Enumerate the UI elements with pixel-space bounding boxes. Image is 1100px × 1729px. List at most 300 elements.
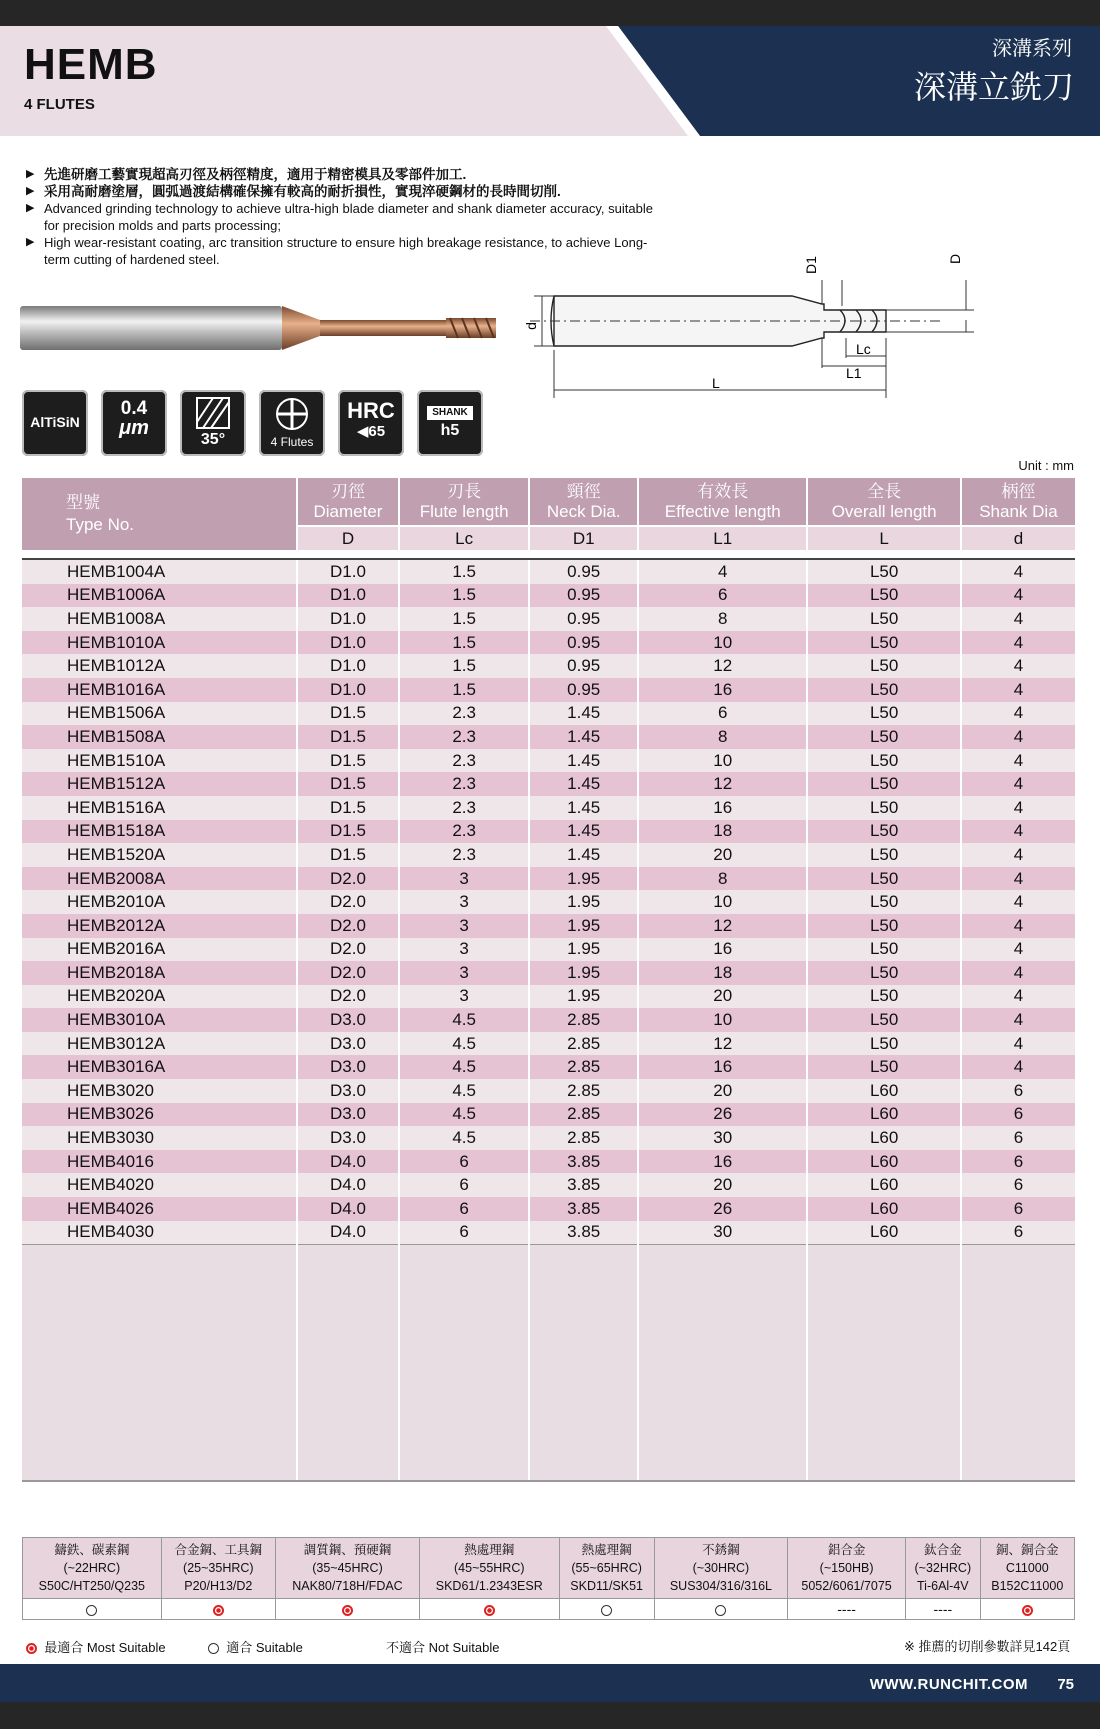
table-row bbox=[22, 1150, 1075, 1174]
cell-flute-length: 4.5 bbox=[399, 1032, 529, 1056]
cell-neck-dia: 0.95 bbox=[529, 559, 638, 584]
material-cell: 熱處理鋼 (45~55HRC) SKD61/1.2343ESR bbox=[419, 1538, 559, 1599]
cell-shank-dia: 6 bbox=[961, 1150, 1075, 1174]
cell-neck-dia: 0.95 bbox=[529, 631, 638, 655]
cell-type-no: HEMB3020 bbox=[22, 1079, 297, 1103]
cell-neck-dia: 1.95 bbox=[529, 890, 638, 914]
cell-shank-dia: 6 bbox=[961, 1126, 1075, 1150]
cell-effective-length: 26 bbox=[638, 1103, 807, 1127]
cell-shank-dia: 4 bbox=[961, 938, 1075, 962]
cell-overall-length: L50 bbox=[807, 867, 960, 891]
cell-type-no: HEMB2008A bbox=[22, 867, 297, 891]
cell-flute-length: 3 bbox=[399, 867, 529, 891]
material-cell: 鑄鉄、碳素鋼 (~22HRC) S50C/HT250/Q235 bbox=[23, 1538, 162, 1599]
helix-angle-icon: 35° bbox=[180, 390, 246, 456]
cell-overall-length: L60 bbox=[807, 1150, 960, 1174]
cell-type-no: HEMB1506A bbox=[22, 702, 297, 726]
cell-effective-length: 6 bbox=[638, 702, 807, 726]
cell-effective-length: 30 bbox=[638, 1126, 807, 1150]
material-cell: 調質鋼、預硬鋼 (35~45HRC) NAK80/718H/FDAC bbox=[275, 1538, 419, 1599]
cell-neck-dia: 1.45 bbox=[529, 820, 638, 844]
cell-diameter: D1.0 bbox=[297, 584, 399, 608]
cell-shank-dia: 4 bbox=[961, 890, 1075, 914]
cell-diameter: D2.0 bbox=[297, 961, 399, 985]
header-effective-length: 有效長 Effective length bbox=[638, 478, 807, 526]
cell-overall-length: L50 bbox=[807, 607, 960, 631]
header-shank-dia: 柄徑 Shank Dia bbox=[961, 478, 1075, 526]
table-row bbox=[22, 938, 1075, 962]
cell-effective-length: 16 bbox=[638, 796, 807, 820]
cell-diameter: D3.0 bbox=[297, 1126, 399, 1150]
table-row bbox=[22, 867, 1075, 891]
flutes-icon: 4 Flutes bbox=[259, 390, 325, 456]
most-suitable-icon bbox=[484, 1605, 495, 1616]
table-row bbox=[22, 1032, 1075, 1056]
cell-neck-dia: 1.95 bbox=[529, 961, 638, 985]
diagram-label-L1: L1 bbox=[846, 365, 862, 381]
legend-ok: 適合 Suitable bbox=[208, 1637, 303, 1656]
table-row bbox=[22, 843, 1075, 867]
cell-shank-dia: 6 bbox=[961, 1103, 1075, 1127]
cell-neck-dia: 3.85 bbox=[529, 1197, 638, 1221]
cell-neck-dia: 1.45 bbox=[529, 725, 638, 749]
table-row bbox=[22, 1126, 1075, 1150]
cell-flute-length: 2.3 bbox=[399, 843, 529, 867]
cell-flute-length: 6 bbox=[399, 1221, 529, 1245]
cell-diameter: D3.0 bbox=[297, 1103, 399, 1127]
cell-flute-length: 2.3 bbox=[399, 702, 529, 726]
cell-flute-length: 1.5 bbox=[399, 654, 529, 678]
description-item: ▶ High wear-resistant coating, arc transition structure to ensure high breakage resistance, to achieve Long-term cutting of hardened steel. bbox=[26, 234, 666, 268]
material-cell: 不銹鋼 (~30HRC) SUS304/316/316L bbox=[654, 1538, 787, 1599]
cell-effective-length: 10 bbox=[638, 749, 807, 773]
cell-overall-length: L50 bbox=[807, 890, 960, 914]
cell-shank-dia: 4 bbox=[961, 843, 1075, 867]
cell-diameter: D1.0 bbox=[297, 654, 399, 678]
diagram-label-D1: D1 bbox=[803, 256, 819, 274]
cell-flute-length: 3 bbox=[399, 985, 529, 1009]
cell-effective-length: 18 bbox=[638, 820, 807, 844]
cell-shank-dia: 4 bbox=[961, 772, 1075, 796]
cell-neck-dia: 0.95 bbox=[529, 584, 638, 608]
cell-overall-length: L50 bbox=[807, 749, 960, 773]
suitability-cell bbox=[559, 1599, 654, 1620]
diagram-label-L: L bbox=[712, 375, 720, 391]
parameter-note: ※ 推薦的切削參數詳見142頁 bbox=[904, 1639, 1071, 1654]
cell-type-no: HEMB1016A bbox=[22, 678, 297, 702]
unit-label: Unit : mm bbox=[1018, 458, 1074, 473]
dimension-diagram bbox=[523, 250, 1080, 410]
cell-neck-dia: 1.95 bbox=[529, 914, 638, 938]
cell-effective-length: 26 bbox=[638, 1197, 807, 1221]
cell-flute-length: 6 bbox=[399, 1197, 529, 1221]
cell-overall-length: L50 bbox=[807, 985, 960, 1009]
cell-overall-length: L50 bbox=[807, 961, 960, 985]
cell-shank-dia: 4 bbox=[961, 1008, 1075, 1032]
tool-photo bbox=[20, 298, 540, 358]
cell-flute-length: 3 bbox=[399, 961, 529, 985]
suitability-cell: ---- bbox=[906, 1599, 980, 1620]
header-symbol: D1 bbox=[529, 526, 638, 550]
cell-neck-dia: 3.85 bbox=[529, 1150, 638, 1174]
suitable-icon bbox=[715, 1605, 726, 1616]
cell-effective-length: 16 bbox=[638, 1055, 807, 1079]
cell-shank-dia: 4 bbox=[961, 985, 1075, 1009]
table-row bbox=[22, 796, 1075, 820]
most-suitable-icon bbox=[342, 1605, 353, 1616]
material-table bbox=[22, 1537, 1075, 1620]
cell-overall-length: L50 bbox=[807, 1055, 960, 1079]
cell-flute-length: 1.5 bbox=[399, 678, 529, 702]
cell-diameter: D3.0 bbox=[297, 1032, 399, 1056]
cell-overall-length: L50 bbox=[807, 843, 960, 867]
cell-flute-length: 2.3 bbox=[399, 725, 529, 749]
cell-effective-length: 8 bbox=[638, 725, 807, 749]
cell-shank-dia: 6 bbox=[961, 1197, 1075, 1221]
cell-overall-length: L50 bbox=[807, 702, 960, 726]
cell-diameter: D1.5 bbox=[297, 796, 399, 820]
cell-diameter: D1.0 bbox=[297, 678, 399, 702]
cell-type-no: HEMB3030 bbox=[22, 1126, 297, 1150]
cell-diameter: D1.0 bbox=[297, 559, 399, 584]
cell-neck-dia: 2.85 bbox=[529, 1103, 638, 1127]
material-cell: 鋁合金 (~150HB) 5052/6061/7075 bbox=[788, 1538, 906, 1599]
cell-diameter: D2.0 bbox=[297, 914, 399, 938]
cell-flute-length: 1.5 bbox=[399, 631, 529, 655]
cell-type-no: HEMB3010A bbox=[22, 1008, 297, 1032]
most-suitable-icon bbox=[1022, 1605, 1033, 1616]
cell-overall-length: L50 bbox=[807, 1032, 960, 1056]
cell-effective-length: 20 bbox=[638, 1173, 807, 1197]
cell-type-no: HEMB2016A bbox=[22, 938, 297, 962]
diagram-label-D: D bbox=[947, 253, 963, 264]
cell-effective-length: 20 bbox=[638, 1079, 807, 1103]
cell-diameter: D2.0 bbox=[297, 867, 399, 891]
cell-diameter: D3.0 bbox=[297, 1008, 399, 1032]
suitability-cell bbox=[161, 1599, 275, 1620]
shank-icon: SHANK h5 bbox=[417, 390, 483, 456]
cell-diameter: D3.0 bbox=[297, 1079, 399, 1103]
cell-type-no: HEMB4016 bbox=[22, 1150, 297, 1174]
cell-flute-length: 1.5 bbox=[399, 607, 529, 631]
suitable-icon bbox=[601, 1605, 612, 1616]
table-row bbox=[22, 725, 1075, 749]
table-row bbox=[22, 631, 1075, 655]
cell-flute-length: 6 bbox=[399, 1173, 529, 1197]
header-symbol: L bbox=[807, 526, 960, 550]
most-suitable-icon bbox=[26, 1643, 37, 1654]
table-row bbox=[22, 1055, 1075, 1079]
cell-overall-length: L60 bbox=[807, 1103, 960, 1127]
header-type-no: 型號 Type No. bbox=[22, 478, 297, 550]
diagram-label-Lc: Lc bbox=[856, 341, 871, 357]
cell-shank-dia: 4 bbox=[961, 796, 1075, 820]
tolerance-icon: 0.4 μm bbox=[101, 390, 167, 456]
cell-neck-dia: 3.85 bbox=[529, 1173, 638, 1197]
table-row bbox=[22, 654, 1075, 678]
cell-neck-dia: 1.95 bbox=[529, 938, 638, 962]
cell-overall-length: L60 bbox=[807, 1126, 960, 1150]
cell-neck-dia: 1.95 bbox=[529, 985, 638, 1009]
description-item: ▶ 采用高耐磨塗層，圓弧過渡結構確保擁有較高的耐折損性，實現淬硬鋼材的長時間切削. bbox=[26, 183, 666, 200]
table-row bbox=[22, 914, 1075, 938]
cell-effective-length: 8 bbox=[638, 607, 807, 631]
cell-shank-dia: 4 bbox=[961, 654, 1075, 678]
header-symbol: d bbox=[961, 526, 1075, 550]
table-row bbox=[22, 584, 1075, 608]
cell-diameter: D1.5 bbox=[297, 820, 399, 844]
cell-shank-dia: 4 bbox=[961, 1055, 1075, 1079]
most-suitable-icon bbox=[213, 1605, 224, 1616]
cell-neck-dia: 1.45 bbox=[529, 843, 638, 867]
cell-overall-length: L50 bbox=[807, 796, 960, 820]
cell-overall-length: L60 bbox=[807, 1079, 960, 1103]
cell-type-no: HEMB3016A bbox=[22, 1055, 297, 1079]
cell-shank-dia: 4 bbox=[961, 631, 1075, 655]
cell-flute-length: 2.3 bbox=[399, 772, 529, 796]
cell-flute-length: 2.3 bbox=[399, 749, 529, 773]
cell-effective-length: 12 bbox=[638, 654, 807, 678]
cell-effective-length: 6 bbox=[638, 584, 807, 608]
cell-effective-length: 10 bbox=[638, 631, 807, 655]
cell-shank-dia: 6 bbox=[961, 1079, 1075, 1103]
spec-table bbox=[22, 478, 1075, 1482]
cell-diameter: D4.0 bbox=[297, 1221, 399, 1245]
cell-effective-length: 8 bbox=[638, 867, 807, 891]
cell-neck-dia: 1.45 bbox=[529, 702, 638, 726]
cell-shank-dia: 4 bbox=[961, 725, 1075, 749]
footer-url[interactable]: WWW.RUNCHIT.COM bbox=[869, 1676, 1028, 1693]
cell-diameter: D1.5 bbox=[297, 749, 399, 773]
cell-effective-length: 12 bbox=[638, 1032, 807, 1056]
cell-overall-length: L50 bbox=[807, 938, 960, 962]
cell-effective-length: 12 bbox=[638, 772, 807, 796]
cell-effective-length: 30 bbox=[638, 1221, 807, 1245]
cell-type-no: HEMB4030 bbox=[22, 1221, 297, 1245]
cell-type-no: HEMB1012A bbox=[22, 654, 297, 678]
cell-diameter: D4.0 bbox=[297, 1197, 399, 1221]
material-cell: 熱處理鋼 (55~65HRC) SKD11/SK51 bbox=[559, 1538, 654, 1599]
table-row bbox=[22, 1173, 1075, 1197]
suitable-icon bbox=[86, 1605, 97, 1616]
cell-effective-length: 18 bbox=[638, 961, 807, 985]
cell-diameter: D2.0 bbox=[297, 938, 399, 962]
suitability-cell bbox=[980, 1599, 1074, 1620]
cell-neck-dia: 0.95 bbox=[529, 678, 638, 702]
cell-diameter: D4.0 bbox=[297, 1150, 399, 1174]
material-cell: 合金鋼、工具鋼 (25~35HRC) P20/H13/D2 bbox=[161, 1538, 275, 1599]
page-subtitle: 4 FLUTES bbox=[24, 96, 95, 113]
material-cell: 銅、銅合金 C11000 B152C11000 bbox=[980, 1538, 1074, 1599]
page-number: 75 bbox=[1057, 1676, 1074, 1693]
cell-neck-dia: 2.85 bbox=[529, 1032, 638, 1056]
cell-shank-dia: 4 bbox=[961, 678, 1075, 702]
table-row bbox=[22, 678, 1075, 702]
cell-shank-dia: 4 bbox=[961, 1032, 1075, 1056]
hardness-icon: HRC ◀65 bbox=[338, 390, 404, 456]
cell-type-no: HEMB2020A bbox=[22, 985, 297, 1009]
cell-overall-length: L50 bbox=[807, 631, 960, 655]
cell-type-no: HEMB1006A bbox=[22, 584, 297, 608]
cell-neck-dia: 1.45 bbox=[529, 772, 638, 796]
cell-overall-length: L50 bbox=[807, 678, 960, 702]
cell-shank-dia: 6 bbox=[961, 1221, 1075, 1245]
cell-effective-length: 16 bbox=[638, 1150, 807, 1174]
cell-overall-length: L50 bbox=[807, 820, 960, 844]
cell-type-no: HEMB1004A bbox=[22, 559, 297, 584]
suitable-icon bbox=[208, 1643, 219, 1654]
cell-neck-dia: 2.85 bbox=[529, 1126, 638, 1150]
suitability-cell: ---- bbox=[788, 1599, 906, 1620]
cell-overall-length: L60 bbox=[807, 1221, 960, 1245]
cell-neck-dia: 0.95 bbox=[529, 607, 638, 631]
table-row bbox=[22, 702, 1075, 726]
cell-diameter: D1.5 bbox=[297, 843, 399, 867]
cell-overall-length: L50 bbox=[807, 559, 960, 584]
cell-type-no: HEMB2018A bbox=[22, 961, 297, 985]
suitability-cell bbox=[23, 1599, 162, 1620]
cell-type-no: HEMB4020 bbox=[22, 1173, 297, 1197]
cell-effective-length: 16 bbox=[638, 678, 807, 702]
cell-neck-dia: 0.95 bbox=[529, 654, 638, 678]
cell-flute-length: 4.5 bbox=[399, 1103, 529, 1127]
cell-type-no: HEMB2012A bbox=[22, 914, 297, 938]
legend-none: 不適合 Not Suitable bbox=[386, 1640, 500, 1655]
cell-diameter: D1.0 bbox=[297, 631, 399, 655]
description-item: ▶ 先進研磨工藝實現超高刃徑及柄徑精度，適用于精密模具及零部件加工. bbox=[26, 166, 666, 183]
header-symbol: D bbox=[297, 526, 399, 550]
page-title: HEMB bbox=[24, 40, 158, 89]
cell-effective-length: 4 bbox=[638, 559, 807, 584]
legend-most: 最適合 Most Suitable bbox=[26, 1637, 166, 1656]
cell-type-no: HEMB3026 bbox=[22, 1103, 297, 1127]
cell-flute-length: 4.5 bbox=[399, 1079, 529, 1103]
cell-shank-dia: 4 bbox=[961, 914, 1075, 938]
table-row bbox=[22, 1008, 1075, 1032]
cell-diameter: D1.0 bbox=[297, 607, 399, 631]
cell-overall-length: L50 bbox=[807, 654, 960, 678]
cell-diameter: D1.5 bbox=[297, 702, 399, 726]
table-row bbox=[22, 961, 1075, 985]
cell-neck-dia: 1.45 bbox=[529, 749, 638, 773]
suitability-cell bbox=[275, 1599, 419, 1620]
table-row bbox=[22, 772, 1075, 796]
cell-shank-dia: 6 bbox=[961, 1173, 1075, 1197]
bottom-bar bbox=[0, 1702, 1100, 1729]
cell-type-no: HEMB1510A bbox=[22, 749, 297, 773]
cell-neck-dia: 1.45 bbox=[529, 796, 638, 820]
cell-diameter: D2.0 bbox=[297, 890, 399, 914]
series-label: 深溝系列 bbox=[992, 38, 1072, 60]
cell-flute-length: 1.5 bbox=[399, 584, 529, 608]
cell-flute-length: 1.5 bbox=[399, 559, 529, 584]
header-diameter: 刃徑 Diameter bbox=[297, 478, 399, 526]
cell-effective-length: 20 bbox=[638, 985, 807, 1009]
table-row bbox=[22, 607, 1075, 631]
header-neck-dia: 頸徑 Neck Dia. bbox=[529, 478, 638, 526]
header-symbol: Lc bbox=[399, 526, 529, 550]
header-symbol: L1 bbox=[638, 526, 807, 550]
cell-neck-dia: 1.95 bbox=[529, 867, 638, 891]
description-item: ▶ Advanced grinding technology to achieve ultra-high blade diameter and shank diameter accuracy, suitable for precision molds and parts processing; bbox=[26, 200, 666, 234]
cell-flute-length: 3 bbox=[399, 890, 529, 914]
cell-type-no: HEMB1010A bbox=[22, 631, 297, 655]
cell-neck-dia: 2.85 bbox=[529, 1079, 638, 1103]
cell-diameter: D2.0 bbox=[297, 985, 399, 1009]
cell-overall-length: L50 bbox=[807, 772, 960, 796]
cell-overall-length: L50 bbox=[807, 584, 960, 608]
table-row bbox=[22, 1221, 1075, 1245]
cell-type-no: HEMB1520A bbox=[22, 843, 297, 867]
cell-shank-dia: 4 bbox=[961, 607, 1075, 631]
cell-neck-dia: 2.85 bbox=[529, 1055, 638, 1079]
cell-flute-length: 2.3 bbox=[399, 796, 529, 820]
cell-overall-length: L60 bbox=[807, 1197, 960, 1221]
cell-type-no: HEMB1008A bbox=[22, 607, 297, 631]
cell-flute-length: 4.5 bbox=[399, 1055, 529, 1079]
cell-diameter: D1.5 bbox=[297, 772, 399, 796]
table-row bbox=[22, 1103, 1075, 1127]
cell-flute-length: 3 bbox=[399, 914, 529, 938]
diagram-label-d: d bbox=[523, 322, 539, 330]
cell-neck-dia: 3.85 bbox=[529, 1221, 638, 1245]
cell-type-no: HEMB1512A bbox=[22, 772, 297, 796]
cell-type-no: HEMB3012A bbox=[22, 1032, 297, 1056]
header-flute-length: 刃長 Flute length bbox=[399, 478, 529, 526]
table-row bbox=[22, 890, 1075, 914]
table-row bbox=[22, 1197, 1075, 1221]
cell-overall-length: L50 bbox=[807, 914, 960, 938]
cell-effective-length: 20 bbox=[638, 843, 807, 867]
cell-effective-length: 16 bbox=[638, 938, 807, 962]
cell-shank-dia: 4 bbox=[961, 584, 1075, 608]
suitability-cell bbox=[654, 1599, 787, 1620]
table-row bbox=[22, 985, 1075, 1009]
cell-type-no: HEMB2010A bbox=[22, 890, 297, 914]
cell-flute-length: 4.5 bbox=[399, 1008, 529, 1032]
top-bar bbox=[0, 0, 1100, 26]
cell-diameter: D3.0 bbox=[297, 1055, 399, 1079]
cell-overall-length: L50 bbox=[807, 725, 960, 749]
cell-overall-length: L50 bbox=[807, 1008, 960, 1032]
cell-type-no: HEMB4026 bbox=[22, 1197, 297, 1221]
cell-type-no: HEMB1518A bbox=[22, 820, 297, 844]
suitability-cell bbox=[419, 1599, 559, 1620]
cell-shank-dia: 4 bbox=[961, 867, 1075, 891]
cell-diameter: D1.5 bbox=[297, 725, 399, 749]
cell-shank-dia: 4 bbox=[961, 559, 1075, 584]
cell-diameter: D4.0 bbox=[297, 1173, 399, 1197]
cell-type-no: HEMB1516A bbox=[22, 796, 297, 820]
table-row bbox=[22, 559, 1075, 584]
coating-icon: AlTiSiN bbox=[22, 390, 88, 456]
cell-shank-dia: 4 bbox=[961, 702, 1075, 726]
cell-effective-length: 10 bbox=[638, 890, 807, 914]
cell-shank-dia: 4 bbox=[961, 749, 1075, 773]
cell-overall-length: L60 bbox=[807, 1173, 960, 1197]
cell-type-no: HEMB1508A bbox=[22, 725, 297, 749]
table-row bbox=[22, 820, 1075, 844]
cell-flute-length: 2.3 bbox=[399, 820, 529, 844]
table-row bbox=[22, 1079, 1075, 1103]
cell-flute-length: 4.5 bbox=[399, 1126, 529, 1150]
header-overall-length: 全長 Overall length bbox=[807, 478, 960, 526]
cell-neck-dia: 2.85 bbox=[529, 1008, 638, 1032]
cell-effective-length: 10 bbox=[638, 1008, 807, 1032]
material-cell: 鈦合金 (~32HRC) Ti-6Al-4V bbox=[906, 1538, 980, 1599]
cell-flute-length: 6 bbox=[399, 1150, 529, 1174]
cell-effective-length: 12 bbox=[638, 914, 807, 938]
